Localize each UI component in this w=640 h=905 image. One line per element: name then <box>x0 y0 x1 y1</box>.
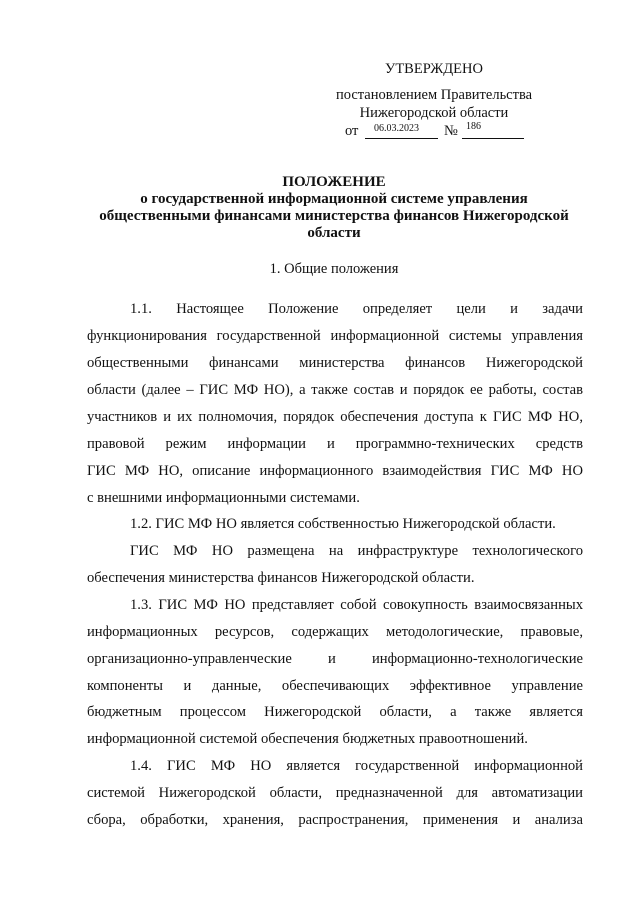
body-line: бюджетным процессом Нижегородской области, а также является <box>87 704 583 720</box>
body-line: с внешними информационными системами. <box>87 490 360 506</box>
body-line: информационной системой обеспечения бюджетных правоотношений. <box>87 731 528 747</box>
subtitle-line-1: о государственной информационной системе управления <box>140 191 528 207</box>
document-heading: ПОЛОЖЕНИЕ <box>282 174 386 190</box>
number-underline <box>462 138 524 139</box>
body-line: 1.3. ГИС МФ НО представляет собой совокупность взаимосвязанных <box>130 597 583 613</box>
body-line: участников и их полномочия, порядок обеспечения доступа к ГИС МФ НО, <box>87 409 583 425</box>
section-title: 1. Общие положения <box>269 261 399 277</box>
approval-date: 06.03.2023 <box>374 123 419 134</box>
from-label: от <box>345 123 359 139</box>
body-line: функционирования государственной информационной системы управления <box>87 328 583 344</box>
subtitle-line-2: общественными финансами министерства финансов Нижегородской <box>99 208 569 224</box>
date-underline <box>365 138 438 139</box>
body-line: 1.2. ГИС МФ НО является собственностью Нижегородской области. <box>130 516 556 532</box>
body-line: 1.4. ГИС МФ НО является государственной информационной <box>130 758 583 774</box>
approval-line-1: постановлением Правительства <box>335 87 533 103</box>
body-line: информационных ресурсов, содержащих методологические, правовые, <box>87 624 583 640</box>
body-line: организационно-управленческие и информационно-технологические <box>87 651 583 667</box>
body-line: компоненты и данные, обеспечивающих эффективное управление <box>87 678 583 694</box>
number-label: № <box>444 123 458 139</box>
body-line: общественными финансами министерства финансов Нижегородской <box>87 355 583 371</box>
body-line: 1.1. Настоящее Положение определяет цели и задачи <box>130 301 583 317</box>
body-line: ГИС МФ НО, описание информационного взаимодействия ГИС МФ НО <box>87 463 583 479</box>
approved-label: УТВЕРЖДЕНО <box>385 61 483 77</box>
subtitle-line-3: области <box>307 225 361 241</box>
approval-number: 186 <box>466 121 481 132</box>
approval-line-2: Нижегородской области <box>359 105 509 121</box>
body-line: обеспечения министерства финансов Нижегородской области. <box>87 570 475 586</box>
body-line: области (далее – ГИС МФ НО), а также состав и порядок ее работы, состав <box>87 382 583 398</box>
body-line: системой Нижегородской области, предназначенной для автоматизации <box>87 785 583 801</box>
body-line: ГИС МФ НО размещена на инфраструктуре технологического <box>130 543 583 559</box>
body-line: правовой режим информации и программно-технических средств <box>87 436 583 452</box>
body-line: сбора, обработки, хранения, распространения, применения и анализа <box>87 812 583 828</box>
